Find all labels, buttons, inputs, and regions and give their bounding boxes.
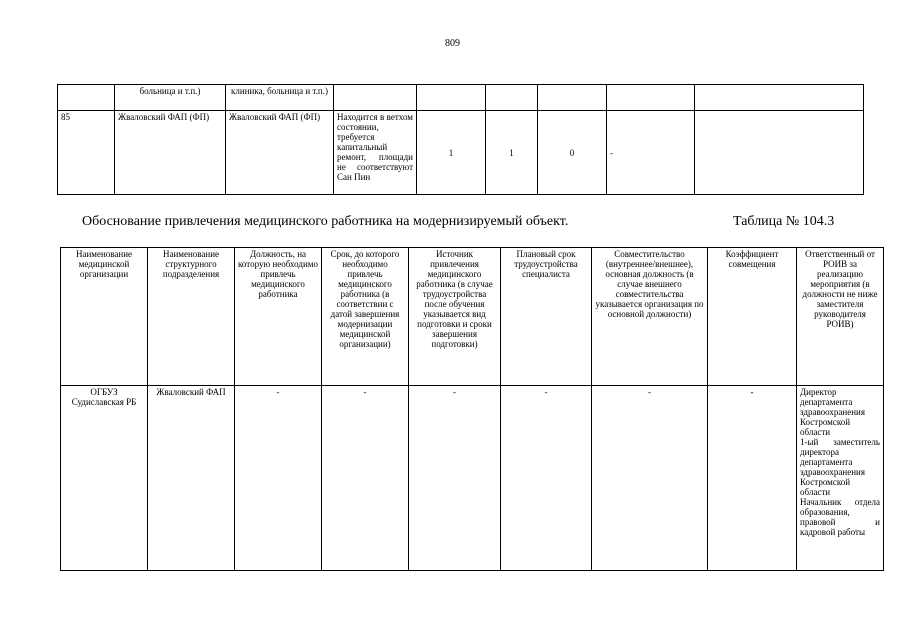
table-row xyxy=(61,386,884,571)
top-table-cell xyxy=(58,85,115,111)
responsible-line: 1-ый заместитель директора департамента здравоохранения Костромской области xyxy=(800,437,880,497)
value-cell: - xyxy=(592,386,708,571)
table-row xyxy=(58,111,864,195)
column-header: Срок, до которого необходимо привлечь медицинского работника (в соответствии с датой завершения модернизации медицинской организации) xyxy=(322,248,409,386)
page-number: 809 xyxy=(445,38,460,49)
value-cell: - xyxy=(607,111,695,195)
column-header: Наименование медицинской организации xyxy=(61,248,148,386)
organization-name: ОГБУЗ Судиславская РБ xyxy=(61,386,148,571)
unit-name: Жваловский ФАП xyxy=(148,386,235,571)
column-header: Коэффициент совмещения xyxy=(708,248,797,386)
top-table-cell xyxy=(538,85,607,111)
table-caption: Обоснование привлечения медицинского работника на модернизируемый объект. xyxy=(82,214,569,229)
top-table-header-row xyxy=(58,85,864,111)
unit-name: Жваловский ФАП (ФП) xyxy=(226,111,334,195)
value-cell: 0 xyxy=(538,111,607,195)
building-state: Находится в ветхом состоянии, требуется капитальный ремонт, площади не соответствуют Сан Пин xyxy=(334,111,417,195)
value-cell: - xyxy=(322,386,409,571)
column-header: Плановый срок трудоустройства специалиста xyxy=(501,248,592,386)
table-number: Таблица № 104.3 xyxy=(733,214,835,229)
value-cell: 1 xyxy=(417,111,486,195)
column-header: Ответственный от РОИВ за реализацию мероприятия (в должности не ниже заместителя руководителя РОИВ) xyxy=(797,248,884,386)
column-header: Должность, на которую необходимо привлечь медицинского работника xyxy=(235,248,322,386)
top-table-cell xyxy=(334,85,417,111)
column-header: Совместительство (внутреннее/внешнее), основная должность (в случае внешнего совместительства указывается организация по основной должности) xyxy=(592,248,708,386)
responsible-cell xyxy=(797,386,884,571)
value-cell: 1 xyxy=(486,111,538,195)
top-table-cell: клиника, больница и т.п.) xyxy=(226,85,334,111)
main-table-header-row xyxy=(61,248,884,386)
top-table xyxy=(57,84,864,195)
top-table-cell xyxy=(695,85,864,111)
responsible-line: Начальник отдела образования, правовой и кадровой работы xyxy=(800,497,880,537)
top-table-cell: больница и т.п.) xyxy=(115,85,226,111)
row-number: 85 xyxy=(58,111,115,195)
value-cell: - xyxy=(501,386,592,571)
top-table-cell xyxy=(417,85,486,111)
value-cell: - xyxy=(235,386,322,571)
value-cell: - xyxy=(409,386,501,571)
responsible-line: Директор департамента здравоохранения Костромской области xyxy=(800,387,866,437)
organization-name: Жваловский ФАП (ФП) xyxy=(115,111,226,195)
value-cell xyxy=(695,111,864,195)
top-table-cell xyxy=(486,85,538,111)
top-table-cell xyxy=(607,85,695,111)
main-table xyxy=(60,247,884,571)
column-header: Наименование структурного подразделения xyxy=(148,248,235,386)
value-cell: - xyxy=(708,386,797,571)
column-header: Источник привлечения медицинского работника (в случае трудоустройства после обучения указывается вид подготовки и сроки завершения подготовки) xyxy=(409,248,501,386)
